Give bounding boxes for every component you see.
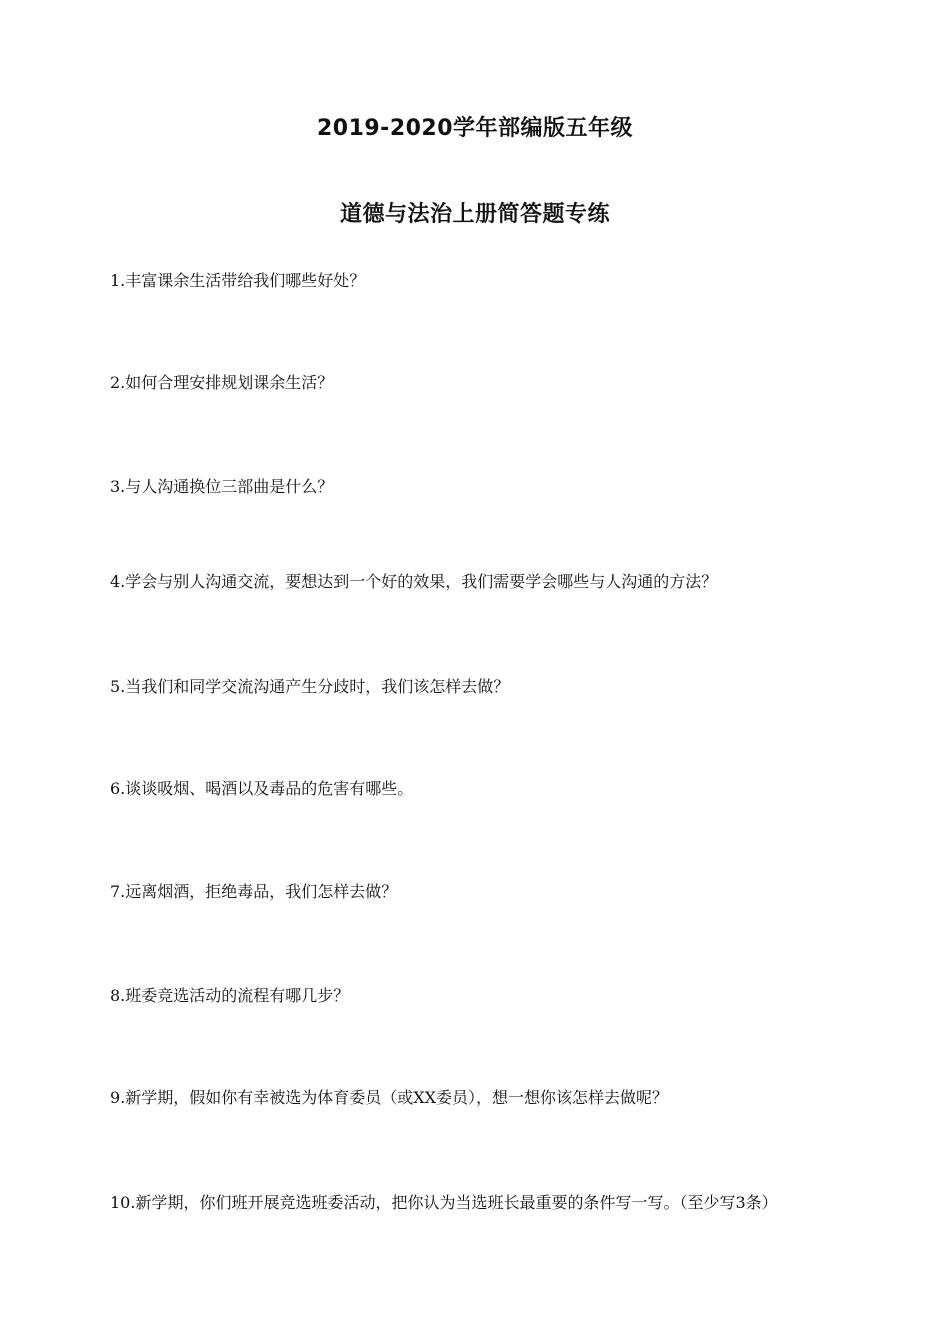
question-4: 4.学会与别人沟通交流，要想达到一个好的效果，我们需要学会哪些与人沟通的方法？ [110,572,718,591]
question-8: 8.班委竞选活动的流程有哪几步？ [110,986,350,1005]
question-5: 5.当我们和同学交流沟通产生分歧时，我们该怎样去做？ [110,677,510,696]
question-7: 7.远离烟酒，拒绝毒品，我们怎样去做？ [110,882,398,901]
question-1: 1.丰富课余生活带给我们哪些好处？ [110,271,366,290]
document-subtitle: 道德与法治上册简答题专练 [339,202,610,227]
document-title: 2019-2020学年部编版五年级 [316,116,634,141]
question-10: 10.新学期，你们班开展竞选班委活动，把你认为当选班长最重要的条件写一写。（至少写3条） [110,1193,778,1212]
question-6: 6.谈谈吸烟、喝酒以及毒品的危害有哪些。 [110,779,414,798]
question-2: 2.如何合理安排规划课余生活？ [110,373,334,392]
question-3: 3.与人沟通换位三部曲是什么？ [110,477,334,496]
question-9: 9.新学期，假如你有幸被选为体育委员（或XX委员），想一想你该怎样去做呢？ [110,1088,669,1107]
